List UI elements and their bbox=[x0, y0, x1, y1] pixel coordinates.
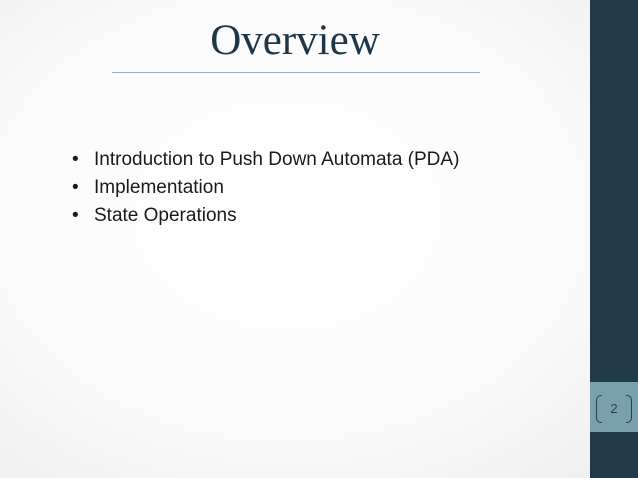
bullet-text: State Operations bbox=[94, 205, 237, 226]
title-divider bbox=[112, 72, 480, 73]
bullet-item bbox=[72, 174, 459, 202]
bullet-dot: • bbox=[72, 177, 79, 198]
bullet-dot: • bbox=[72, 149, 79, 170]
bullet-item bbox=[72, 146, 459, 174]
right-bracket-icon bbox=[626, 395, 632, 423]
slide-title: Overview bbox=[210, 17, 380, 64]
bullet-list bbox=[72, 146, 459, 230]
bullet-text: Introduction to Push Down Automata (PDA) bbox=[94, 149, 460, 170]
bullet-item bbox=[72, 202, 459, 230]
page-number: 2 bbox=[610, 401, 618, 416]
bullet-text: Implementation bbox=[94, 177, 224, 198]
bullet-dot: • bbox=[72, 205, 79, 226]
